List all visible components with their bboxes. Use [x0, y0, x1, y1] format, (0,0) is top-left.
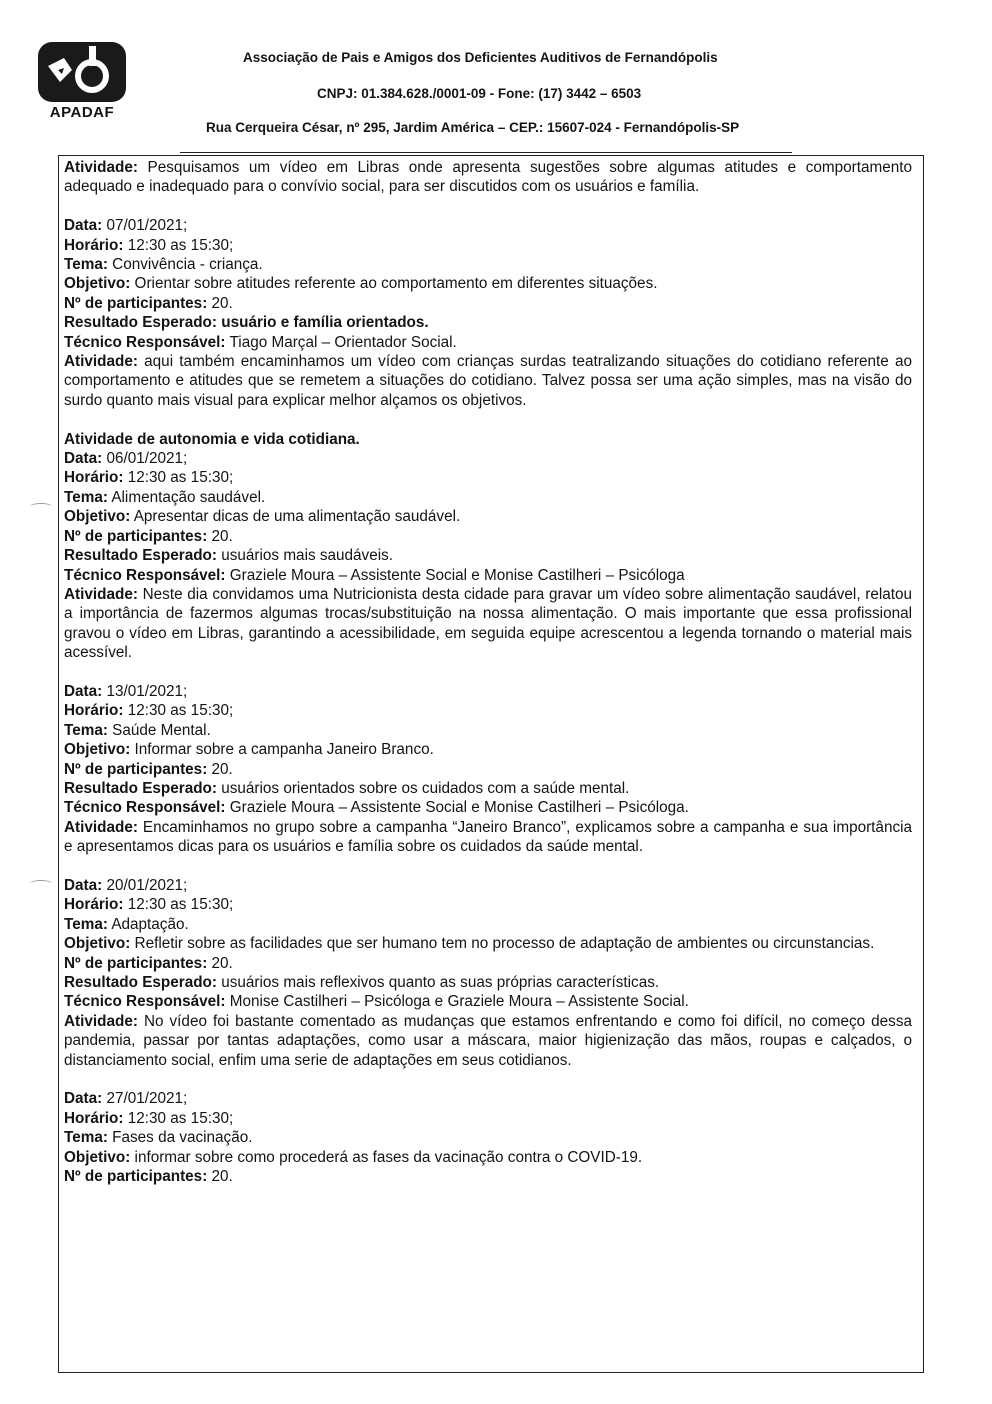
- entry-date: 13/01/2021;: [106, 682, 188, 700]
- entry-result: usuários mais reflexivos quanto as suas próprias características.: [221, 974, 660, 991]
- entry-time: 12:30 as 15:30;: [127, 896, 234, 914]
- entry-technician: Graziele Moura – Assistente Social e Monise Castilheri – Psicóloga.: [229, 799, 689, 817]
- logo-text: APADAF: [49, 104, 115, 121]
- entry-participants: 20.: [211, 760, 233, 778]
- entry-participants: 20.: [211, 954, 233, 972]
- entry-time: 12:30 as 15:30;: [127, 469, 234, 487]
- org-name: Associação de Pais e Amigos dos Deficientes Auditivos de Fernandópolis: [243, 50, 718, 65]
- activity-entry: Data: 20/01/2021; Horário: 12:30 as 15:30; Tema: Adaptação. Objetivo: Refletir sobre as facilidades que ser humano tem no processo de adaptação de ambientes ou circunstancias. Nº de participantes: 20. Resultado Esperado: usuários mais reflexivos quanto as suas próprias características. Técnico Responsável: Monise Castilheri – Psicóloga e Graziele Moura – Assistente Social. Atividade: No vídeo foi bastante comentado as mudanças que estamos enfrentando e como foi difícil, no começo dessa pandemia, passar por tantas adaptações, como usar a máscara, maior higienização das mãos, roupas e calçados, o distanciamento social, enfim uma serie de adaptações em seus cotidianos.: [64, 876, 912, 1069]
- entry-theme: Convivência - criança.: [112, 256, 263, 274]
- cnpj-phone: CNPJ: 01.384.628./0001-09 - Fone: (17) 3442 – 6503: [317, 86, 642, 101]
- entry-result: usuários mais saudáveis.: [221, 547, 393, 565]
- entry-activity: No vídeo foi bastante comentado as mudanças que estamos enfrentando e como foi difícil, no começo dessa pandemia, passar por tantas adaptações, como usar a máscara, maior higienização das mãos, roupas e calçados, o distanciamento social, enfim uma serie de adaptações em seus cotidianos.: [64, 1012, 912, 1069]
- address: Rua Cerqueira César, nº 295, Jardim América – CEP.: 15607-024 - Fernandópolis-SP: [206, 120, 740, 135]
- entry-technician: Graziele Moura – Assistente Social e Monise Castilheri – Psicóloga: [229, 566, 685, 584]
- entry-result: usuários orientados sobre os cuidados com a saúde mental.: [221, 779, 630, 797]
- entry-objective: Orientar sobre atitudes referente ao comportamento em diferentes situações.: [134, 275, 658, 293]
- activity-entry: Data: 06/01/2021; Horário: 12:30 as 15:30; Tema: Alimentação saudável. Objetivo: Apresentar dicas de uma alimentação saudável. Nº de participantes: 20. Resultado Esperado: usuários mais saudáveis. Técnico Responsável: Graziele Moura – Assistente Social e Monise Castilheri – Psicóloga Atividade: Neste dia convidamos uma Nutricionista desta cidade para gravar um vídeo sobre alimentação saudável, relatou a importância de fazermos algumas trocas/substituição na nossa alimentação. O mais importante que essa profissional gravou o vídeo em Libras, garantindo a acessibilidade, em seguida equipe acrescentou a legenda tornando o material mais acessível.: [64, 450, 913, 662]
- entry-participants: 20.: [211, 294, 233, 312]
- entry-participants: 20.: [211, 527, 233, 545]
- entry-time: 12:30 as 15:30;: [127, 1109, 234, 1127]
- activity-entry: Data: 27/01/2021; Horário: 12:30 as 15:30; Tema: Fases da vacinação. Objetivo: informar sobre como procederá as fases da vacinação contra o COVID-19. Nº de participantes: 20.: [64, 1090, 643, 1186]
- entry-theme: Adaptação.: [111, 915, 189, 933]
- activity-entry: Data: 13/01/2021; Horário: 12:30 as 15:30; Tema: Saúde Mental. Objetivo: Informar sobre a campanha Janeiro Branco. Nº de participantes: 20. Resultado Esperado: usuários orientados sobre os cuidados com a saúde mental. Técnico Responsável: Graziele Moura – Assistente Social e Monise Castilheri – Psicóloga. Atividade: Encaminhamos no grupo sobre a campanha “Janeiro Branco”, explicamos sobre a campanha e sua importância e apresentamos dicas para os usuários e família sobre os cuidados da saúde mental.: [64, 682, 913, 856]
- entry-theme: Alimentação saudável.: [111, 488, 266, 506]
- entry-result: usuário e família orientados.: [221, 314, 429, 332]
- activity-entry: Data: 07/01/2021; Horário: 12:30 as 15:30; Tema: Convivência - criança. Objetivo: Orientar sobre atitudes referente ao comportamento em diferentes situações. Nº de participantes: 20. Resultado Esperado: usuário e família orientados. Técnico Responsável: Tiago Marçal – Orientador Social. Atividade: aqui também encaminhamos um vídeo com crianças surdas teatralizando situações do cotidiano referente ao comportamento e atitudes que se remetem a situações do cotidiano. Talvez possa ser uma ação simples, mas na visão do surdo quanto mais visual para explicar melhor alçamos os objetivos.: [64, 217, 912, 409]
- scan-mark: [30, 880, 52, 887]
- entry-activity: aqui também encaminhamos um vídeo com crianças surdas teatralizando situações do cotidiano referente ao comportamento e atitudes que se remetem a situações do cotidiano. Talvez possa ser uma ação simples, mas na visão do surdo quanto mais visual para explicar melhor alçamos os objetivos.: [64, 353, 912, 409]
- entry-activity: Encaminhamos no grupo sobre a campanha “Janeiro Branco”, explicamos sobre a campanha e sua importância e apresentamos dicas para os usuários e família sobre os cuidados da saúde mental.: [64, 818, 913, 856]
- entry-objective: Refletir sobre as facilidades que ser humano tem no processo de adaptação de ambientes ou circunstancias.: [134, 935, 875, 953]
- entry-time: 12:30 as 15:30;: [127, 236, 234, 254]
- entry-technician: Monise Castilheri – Psicóloga e Graziele Moura – Assistente Social.: [229, 993, 689, 1011]
- entry-objective: Apresentar dicas de uma alimentação saudável.: [133, 508, 461, 526]
- entry-date: 27/01/2021;: [106, 1090, 188, 1108]
- entry-activity: Neste dia convidamos uma Nutricionista desta cidade para gravar um vídeo sobre alimentação saudável, relatou a importância de fazermos algumas trocas/substituição na nossa alimentação. O mais importante que essa profissional gravou o vídeo em Libras, garantindo a acessibilidade, em seguida equipe acrescentou a legenda tornando o material mais acessível.: [64, 585, 913, 662]
- entry-technician: Tiago Marçal – Orientador Social.: [229, 333, 457, 351]
- entry-theme: Saúde Mental.: [112, 721, 211, 739]
- header-divider: [180, 152, 792, 153]
- document-body: [64, 158, 912, 1186]
- entry-date: 07/01/2021;: [106, 217, 188, 235]
- ear-hand-icon: [34, 40, 130, 106]
- scan-mark: [30, 503, 52, 510]
- intro-atividade: Atividade: Pesquisamos um vídeo em Libras onde apresenta sugestões sobre algumas atitudes e comportamento adequado e inadequado para o convívio social, para ser discutidos com os usuários e família.: [64, 159, 913, 196]
- entry-objective: informar sobre como procederá as fases da vacinação contra o COVID-19.: [134, 1148, 643, 1166]
- apadaf-logo: [34, 40, 130, 126]
- entry-time: 12:30 as 15:30;: [127, 702, 234, 720]
- section-title: Atividade de autonomia e vida cotidiana.: [64, 430, 360, 448]
- entry-participants: 20.: [211, 1168, 233, 1186]
- entry-objective: Informar sobre a campanha Janeiro Branco.: [134, 741, 434, 759]
- entry-theme: Fases da vacinação.: [112, 1129, 253, 1147]
- entry-date: 06/01/2021;: [106, 450, 188, 468]
- entry-date: 20/01/2021;: [106, 876, 188, 894]
